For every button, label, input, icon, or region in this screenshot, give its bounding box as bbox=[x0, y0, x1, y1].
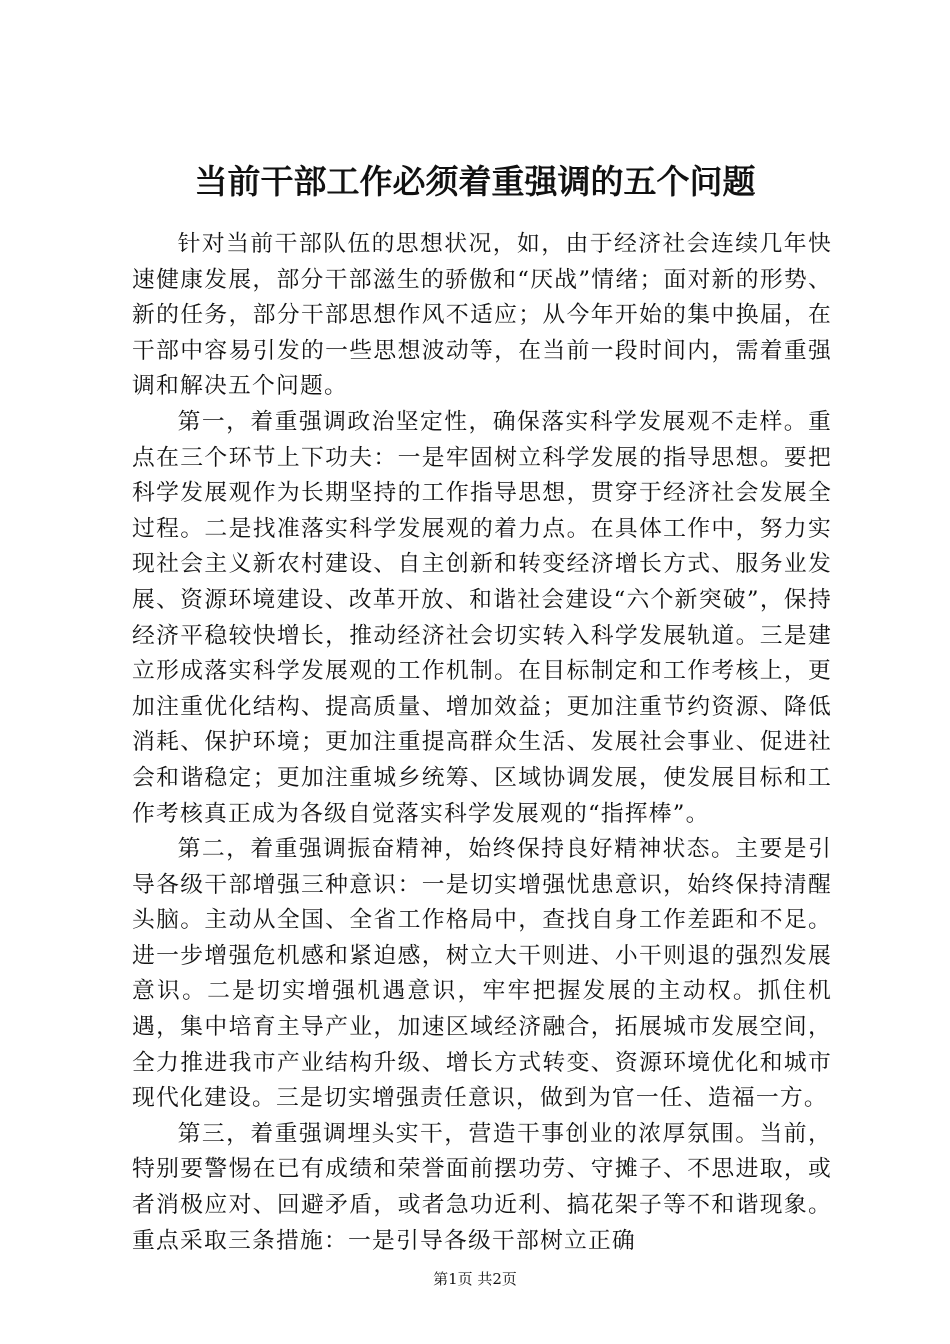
document-body bbox=[132, 227, 832, 1259]
document-title: 当前干部工作必须着重强调的五个问题 bbox=[194, 162, 756, 201]
paragraph-intro: 针对当前干部队伍的思想状况，如，由于经济社会连续几年快速健康发展，部分干部滋生的骄傲和“厌战”情绪；面对新的形势、新的任务，部分干部思想作风不适应；从今年开始的集中换届，在干部中容易引发的一些思想波动等，在当前一段时间内，需着重强调和解决五个问题。 bbox=[132, 231, 832, 400]
paragraph-third: 第三，着重强调埋头实干，营造干事创业的浓厚氛围。当前，特别要警惕在已有成绩和荣誉面前摆功劳、守摊子、不思进取，或者消极应对、回避矛盾，或者急功近利、搞花架子等不和谐现象。重点采取三条措施：一是引导各级干部树立正确 bbox=[132, 1120, 832, 1254]
paragraph-second: 第二，着重强调振奋精神，始终保持良好精神状态。主要是引导各级干部增强三种意识：一是切实增强忧患意识，始终保持清醒头脑。主动从全国、全省工作格局中，查找自身工作差距和不足。进一步增强危机感和紧迫感，树立大干则进、小干则退的强烈发展意识。二是切实增强机遇意识，牢牢把握发展的主动权。抓住机遇，集中培育主导产业，加速区域经济融合，拓展城市发展空间，全力推进我市产业结构升级、增长方式转变、资源环境优化和城市现代化建设。三是切实增强责任意识，做到为官一任、造福一方。 bbox=[132, 836, 832, 1112]
page-number-footer: 第1页 共2页 bbox=[433, 1270, 517, 1288]
paragraph-first: 第一，着重强调政治坚定性，确保落实科学发展观不走样。重点在三个环节上下功夫：一是牢固树立科学发展的指导思想。要把科学发展观作为长期坚持的工作指导思想，贯穿于经济社会发展全过程。二是找准落实科学发展观的着力点。在具体工作中，努力实现社会主义新农村建设、自主创新和转变经济增长方式、服务业发展、资源环境建设、改革开放、和谐社会建设“六个新突破”，保持经济平稳较快增长，推动经济社会切实转入科学发展轨道。三是建立形成落实科学发展观的工作机制。在目标制定和工作考核上，更加注重优化结构、提高质量、增加效益；更加注重节约资源、降低消耗、保护环境；更加注重提高群众生活、发展社会事业、促进社会和谐稳定；更加注重城乡统筹、区域协调发展，使发展目标和工作考核真正成为各级自觉落实科学发展观的“指挥棒”。 bbox=[132, 408, 832, 827]
